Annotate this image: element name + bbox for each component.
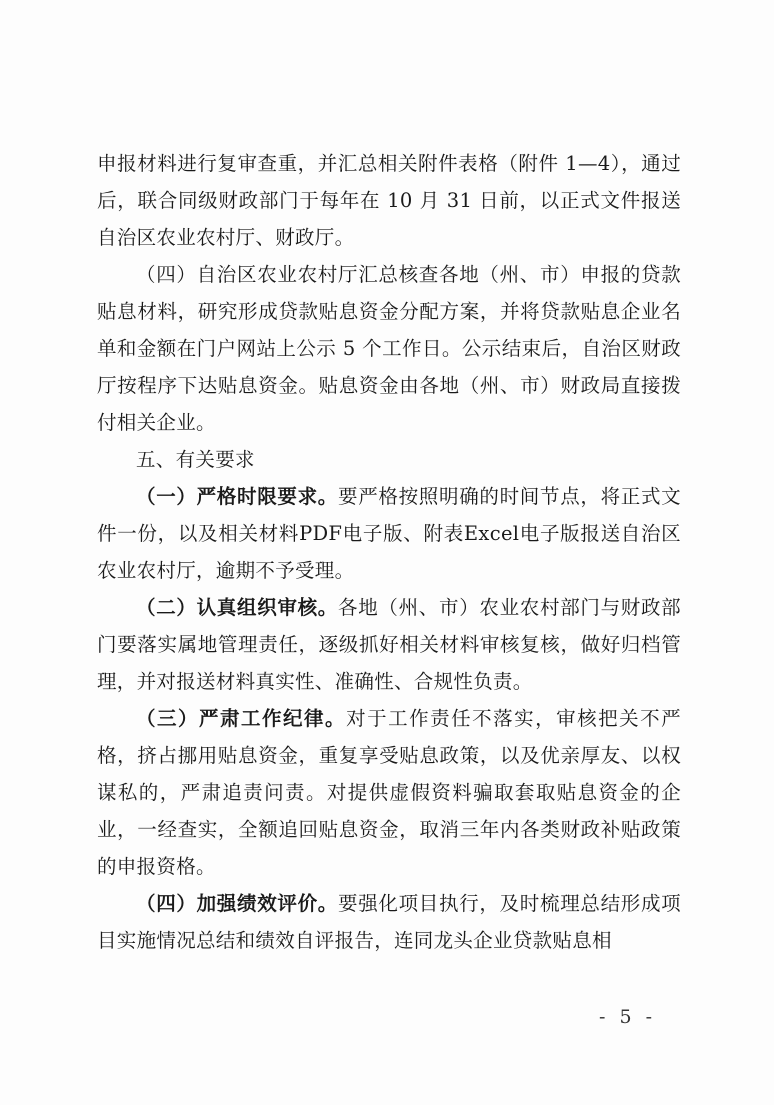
requirement-lead: （一）严格时限要求。 <box>136 485 338 508</box>
requirement-text: 要严格按照明确的时间节点，将正式文件一份，以及相关材料PDF电子版、附表Excel电子版报送自治区农业农村厅，逾期不予受理。 <box>97 485 681 582</box>
paragraph-text: 申报材料进行复审查重，并汇总相关附件表格（附件 1—4），通过后，联合同级财政部门于每年在 10 月 31 日前，以正式文件报送自治区农业农村厅、财政厅。 <box>97 152 681 249</box>
requirement-paragraph-3 <box>97 700 681 885</box>
requirement-lead: （二）认真组织审核。 <box>136 596 338 619</box>
requirement-paragraph-4 <box>97 885 681 959</box>
body-paragraph-step-4 <box>97 256 681 441</box>
requirement-paragraph-2 <box>97 589 681 700</box>
paragraph-text: （四）自治区农业农村厅汇总核查各地（州、市）申报的贷款贴息材料，研究形成贷款贴息资金分配方案，并将贷款贴息企业名单和金额在门户网站上公示 5 个工作日。公示结束后，自治区财政厅按程序下达贴息资金。贴息资金由各地（州、市）财政局直接拨付相关企业。 <box>97 263 681 434</box>
requirement-text: 要强化项目执行，及时梳理总结形成项目实施情况总结和绩效自评报告，连同龙头企业贷款贴息相 <box>97 892 681 952</box>
requirement-text: 对于工作责任不落实，审核把关不严格，挤占挪用贴息资金，重复享受贴息政策，以及优亲厚友、以权谋私的，严肃追责问责。对提供虚假资料骗取套取贴息资金的企业，一经查实，全额追回贴息资金，取消三年内各类财政补贴政策的申报资格。 <box>97 707 681 878</box>
requirement-lead: （四）加强绩效评价。 <box>136 892 338 915</box>
requirement-lead: （三）严肃工作纪律。 <box>136 707 347 730</box>
body-paragraph-continued <box>97 145 681 256</box>
page-number: - 5 - <box>598 1006 656 1028</box>
requirement-text: 各地（州、市）农业农村部门与财政部门要落实属地管理责任，逐级抓好相关材料审核复核，做好归档管理，并对报送材料真实性、准确性、合规性负责。 <box>97 596 681 693</box>
section-heading: 五、有关要求 <box>136 448 255 471</box>
requirement-paragraph-1 <box>97 478 681 589</box>
document-body <box>97 145 681 959</box>
